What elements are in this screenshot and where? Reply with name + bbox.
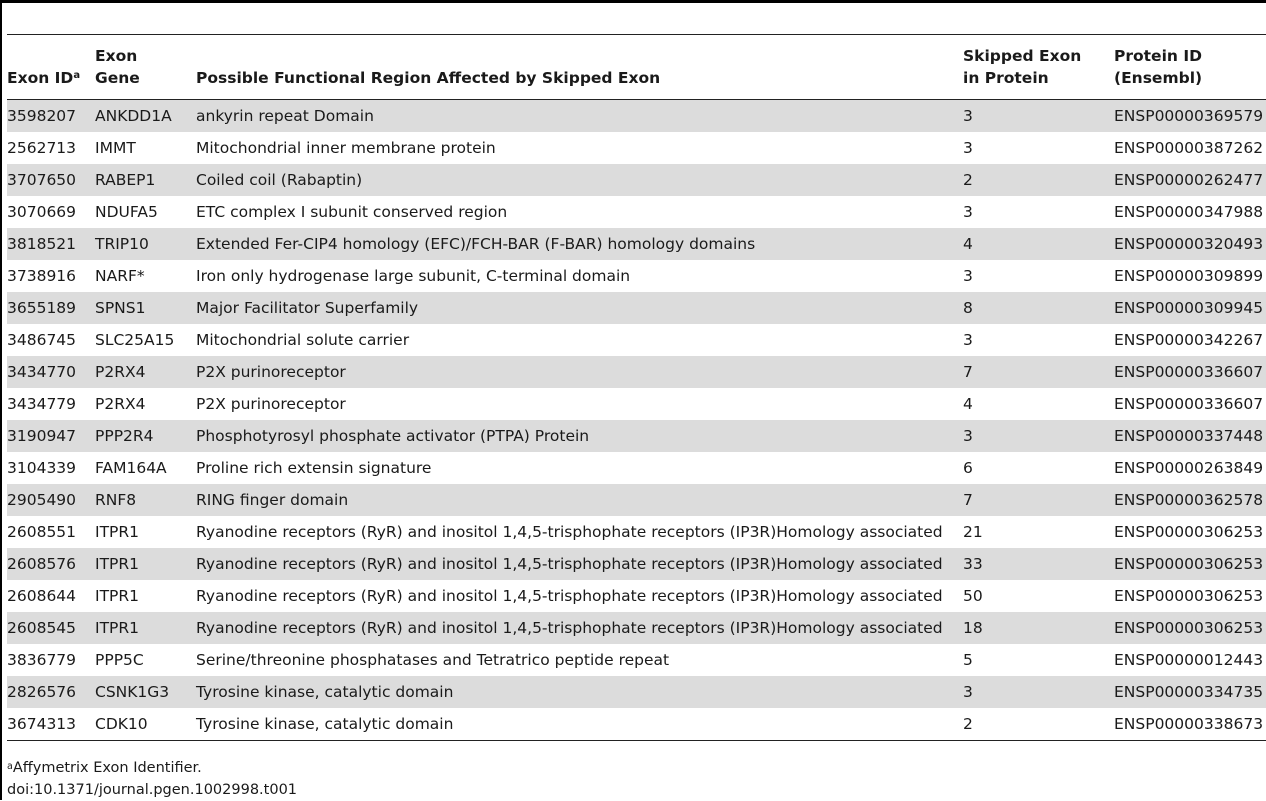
exon-gene-cell: TRIP10 [95,228,196,260]
region-cell: Phosphotyrosyl phosphate activator (PTPA) Protein [196,420,963,452]
protein-id-cell: ENSP00000306253 [1114,548,1266,580]
table-row [7,228,1266,260]
skipped-exon-cell: 50 [963,587,983,605]
protein-id-cell: ENSP00000362578 [1114,484,1266,516]
header-exon-gene [95,35,196,100]
skipped-exon-cell: 21 [963,523,983,541]
skipped-exon-cell: 3 [963,267,973,285]
exon-gene-cell: ITPR1 [95,523,140,541]
table-row [7,484,1266,516]
protein-id-cell: ENSP00000336607 [1114,356,1266,388]
protein-id-cell: ENSP00000320493 [1114,228,1266,260]
exon-id-cell: 2608551 [7,523,77,541]
exon-id-cell: 3434770 [7,356,95,388]
exon-gene-cell: ANKDD1A [95,100,196,133]
header-region [196,35,963,100]
exon-gene-cell: ITPR1 [95,548,196,580]
exon-id-cell: 2608576 [7,548,95,580]
skipped-exon-cell: 3 [963,676,1114,708]
skipped-exon-cell: 4 [963,395,973,413]
header-skipped-line1: Skipped Exon [963,47,1082,65]
exon-id-cell: 3818521 [7,228,95,260]
skipped-exon-cell: 33 [963,548,1114,580]
exon-id-cell: 3190947 [7,420,95,452]
exon-gene-cell: SLC25A15 [95,331,175,349]
exon-id-cell: 3674313 [7,708,95,741]
protein-id-cell: ENSP00000369579 [1114,100,1266,133]
protein-id-cell: ENSP00000306253 [1114,612,1266,644]
table-header [7,35,1266,100]
region-cell: Ryanodine receptors (RyR) and inositol 1,4,5-trisphophate receptors (IP3R)Homology associated [196,523,943,541]
left-rule [0,0,2,800]
region-cell: Mitochondrial solute carrier [196,331,410,349]
protein-id-cell: ENSP00000306253 [1114,523,1264,541]
table-row [7,324,1266,356]
exon-gene-cell: FAM164A [95,459,167,477]
header-exon-id [7,35,95,100]
footnote-line [7,757,297,779]
protein-id-cell: ENSP00000342267 [1114,331,1264,349]
exon-id-cell: 2562713 [7,139,77,157]
exon-id-cell: 3707650 [7,164,95,196]
region-cell: Mitochondrial inner membrane protein [196,139,496,157]
skipped-exon-cell: 7 [963,484,1114,516]
header-region-label: Possible Functional Region Affected by Skipped Exon [196,69,661,87]
footnotes [7,757,297,801]
table-row [7,292,1266,324]
exon-gene-cell: NARF* [95,267,145,285]
table-row [7,644,1266,676]
exon-gene-cell: NDUFA5 [95,203,158,221]
skipped-exon-cell: 6 [963,459,973,477]
exon-gene-cell: P2RX4 [95,395,146,413]
protein-id-cell: ENSP00000336607 [1114,395,1264,413]
exon-id-cell: 2905490 [7,484,95,516]
table-row [7,356,1266,388]
header-protein-line1: Protein ID [1114,47,1202,65]
region-cell: ankyrin repeat Domain [196,100,963,133]
table-row [7,420,1266,452]
region-cell: Coiled coil (Rabaptin) [196,164,963,196]
table-row [7,612,1266,644]
skipped-exon-cell: 3 [963,100,1114,133]
skipped-exon-cell: 3 [963,331,973,349]
footnote-marker: a [7,761,13,772]
skipped-exon-cell: 3 [963,420,1114,452]
exon-gene-cell: CSNK1G3 [95,676,196,708]
header-skipped-line2: in Protein [963,69,1049,87]
protein-id-cell: ENSP00000262477 [1114,164,1266,196]
table-row [7,132,1266,164]
table-row [7,100,1266,133]
protein-id-cell: ENSP00000334735 [1114,676,1266,708]
table-body [7,100,1266,741]
exon-gene-cell: ITPR1 [95,587,140,605]
exon-id-cell: 3738916 [7,267,77,285]
protein-id-cell: ENSP00000347988 [1114,203,1264,221]
exon-id-cell: 3598207 [7,100,95,133]
region-cell: Proline rich extensin signature [196,459,432,477]
skipped-exon-cell: 3 [963,139,973,157]
exon-id-cell: 3836779 [7,651,77,669]
exon-id-cell: 3434779 [7,395,77,413]
exon-gene-cell: IMMT [95,139,136,157]
exon-id-cell: 2608545 [7,612,95,644]
protein-id-cell: ENSP00000309945 [1114,292,1266,324]
table-row [7,548,1266,580]
region-cell: Ryanodine receptors (RyR) and inositol 1,4,5-trisphophate receptors (IP3R)Homology associated [196,548,963,580]
skipped-exon-cell: 8 [963,292,1114,324]
exon-id-cell: 3486745 [7,331,77,349]
header-exon-gene-line1: Exon [95,47,138,65]
region-cell: Ryanodine receptors (RyR) and inositol 1,4,5-trisphophate receptors (IP3R)Homology associated [196,587,943,605]
table-row [7,580,1266,612]
region-cell: Serine/threonine phosphatases and Tetratrico peptide repeat [196,651,670,669]
exon-id-cell: 2608644 [7,587,77,605]
header-exon-id-label: Exon ID [7,69,74,87]
region-cell: Ryanodine receptors (RyR) and inositol 1,4,5-trisphophate receptors (IP3R)Homology associated [196,612,963,644]
exon-gene-cell: PPP2R4 [95,420,196,452]
skipped-exon-cell: 3 [963,203,973,221]
exon-id-cell: 3104339 [7,459,77,477]
header-exon-gene-line2: Gene [95,69,140,87]
table-row [7,388,1266,420]
protein-id-cell: ENSP00000306253 [1114,587,1264,605]
region-cell: Major Facilitator Superfamily [196,292,963,324]
table-row [7,164,1266,196]
region-cell: ETC complex I subunit conserved region [196,203,508,221]
footnote-text: Affymetrix Exon Identifier. [12,760,202,776]
table-row [7,676,1266,708]
skipped-exon-cell: 7 [963,356,1114,388]
region-cell: P2X purinoreceptor [196,395,346,413]
footnote-marker: a [73,70,81,81]
region-cell: Extended Fer-CIP4 homology (EFC)/FCH-BAR (F-BAR) homology domains [196,228,963,260]
exon-gene-cell: ITPR1 [95,612,196,644]
exon-id-cell: 2826576 [7,676,95,708]
skipped-exon-cell: 5 [963,651,973,669]
exon-gene-cell: RABEP1 [95,164,196,196]
header-row [7,35,1266,100]
header-protein-id [1114,35,1266,100]
header-skipped-exon [963,35,1114,100]
skipped-exon-cell: 18 [963,612,1114,644]
exon-gene-cell: CDK10 [95,708,196,741]
table-row [7,708,1266,741]
protein-id-cell: ENSP00000263849 [1114,459,1264,477]
protein-id-cell: ENSP00000387262 [1114,139,1264,157]
region-cell: Iron only hydrogenase large subunit, C-terminal domain [196,267,631,285]
protein-id-cell: ENSP00000338673 [1114,708,1266,741]
table-row [7,260,1266,292]
table-row [7,196,1266,228]
exon-gene-cell: SPNS1 [95,292,196,324]
doi-text: doi:10.1371/journal.pgen.1002998.t001 [7,782,298,798]
skipped-exon-cell: 2 [963,708,1114,741]
region-cell: Tyrosine kinase, catalytic domain [196,676,963,708]
table-row [7,452,1266,484]
region-cell: RING finger domain [196,484,963,516]
protein-id-cell: ENSP00000337448 [1114,420,1266,452]
exon-gene-cell: PPP5C [95,651,144,669]
table-row [7,516,1266,548]
exon-table [7,35,1266,741]
exon-gene-cell: RNF8 [95,484,196,516]
skipped-exon-cell: 2 [963,164,1114,196]
top-rule [0,0,1266,3]
skipped-exon-cell: 4 [963,228,1114,260]
header-protein-line2: (Ensembl) [1114,69,1203,87]
protein-id-cell: ENSP00000309899 [1114,267,1264,285]
region-cell: P2X purinoreceptor [196,356,963,388]
region-cell: Tyrosine kinase, catalytic domain [196,708,963,741]
exon-id-cell: 3655189 [7,292,95,324]
exon-gene-cell: P2RX4 [95,356,196,388]
protein-id-cell: ENSP00000012443 [1114,651,1264,669]
exon-id-cell: 3070669 [7,203,77,221]
